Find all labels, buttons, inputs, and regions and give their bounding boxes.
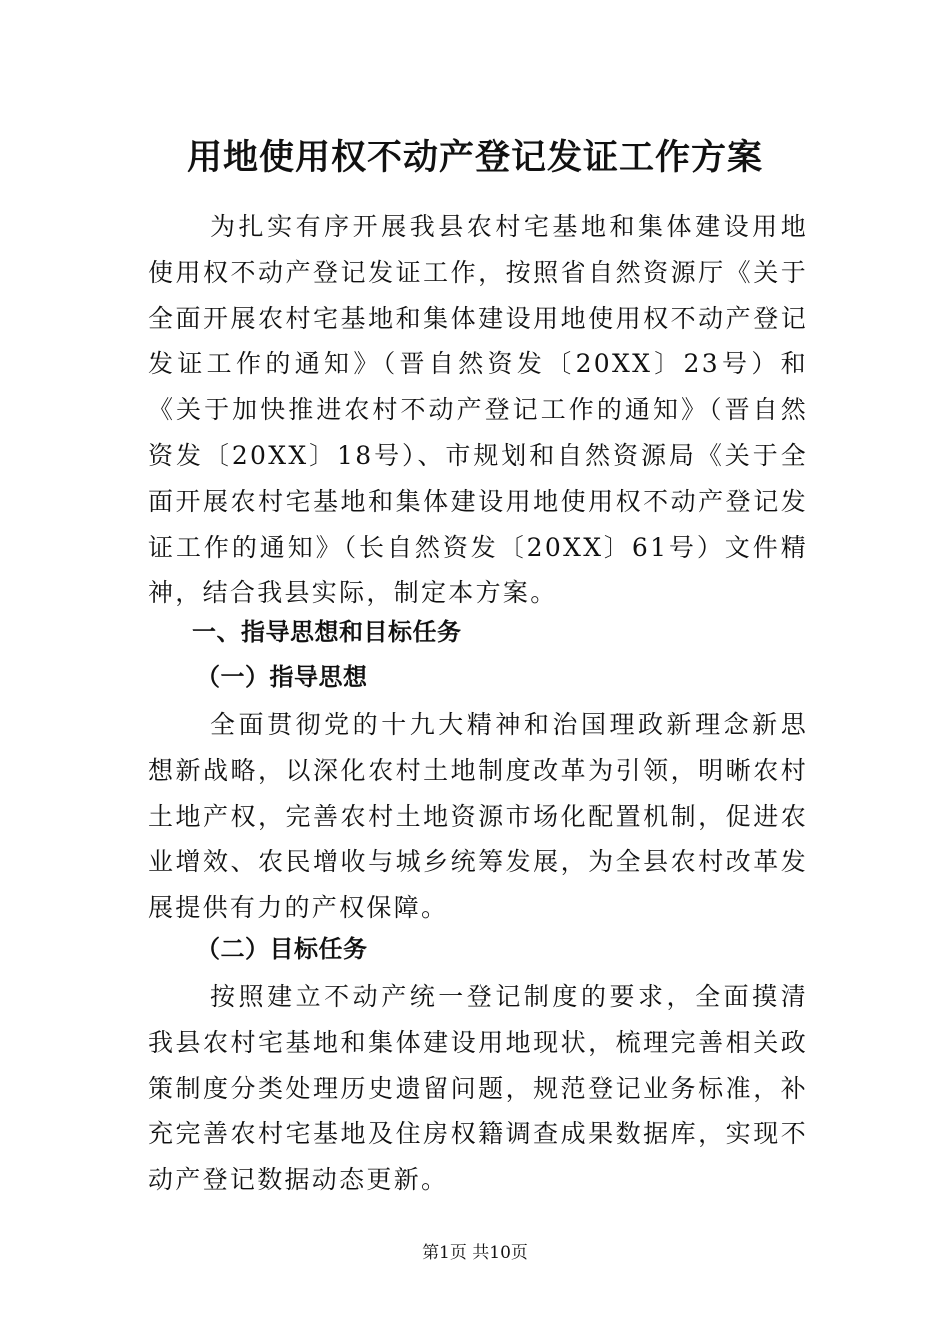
intro-paragraph: 为扎实有序开展我县农村宅基地和集体建设用地使用权不动产登记发证工作，按照省自然资源厅《关于全面开展农村宅基地和集体建设用地使用权不动产登记发证工作的通知》（晋自然资发〔20XX〕23号）和《关于加快推进农村不动产登记工作的通知》（晋自然资发〔20XX〕18号）、市规划和自然资源局《关于全面开展农村宅基地和集体建设用地使用权不动产登记发证工作的通知》（长自然资发〔20XX〕61号）文件精神，结合我县实际，制定本方案。 <box>148 212 808 608</box>
subsection-heading-guiding-thought: （一）指导思想 <box>196 663 368 691</box>
document-title: 用地使用权不动产登记发证工作方案 <box>186 137 763 178</box>
section-heading-guiding-thought-and-tasks: 一、指导思想和目标任务 <box>192 618 462 646</box>
guiding-thought-paragraph: 全面贯彻党的十九大精神和治国理政新理念新思想新战略，以深化农村土地制度改革为引领，明晰农村土地产权，完善农村土地资源市场化配置机制，促进农业增效、农民增收与城乡统筹发展，为全县农村改革发展提供有力的产权保障。 <box>148 710 808 923</box>
subsection-heading-target-tasks: （二）目标任务 <box>196 935 368 963</box>
target-tasks-paragraph: 按照建立不动产统一登记制度的要求，全面摸清我县农村宅基地和集体建设用地现状，梳理完善相关政策制度分类处理历史遗留问题，规范登记业务标准，补充完善农村宅基地及住房权籍调查成果数据库，实现不动产登记数据动态更新。 <box>148 982 808 1195</box>
page-number-footer: 第1页 共10页 <box>422 1243 528 1263</box>
